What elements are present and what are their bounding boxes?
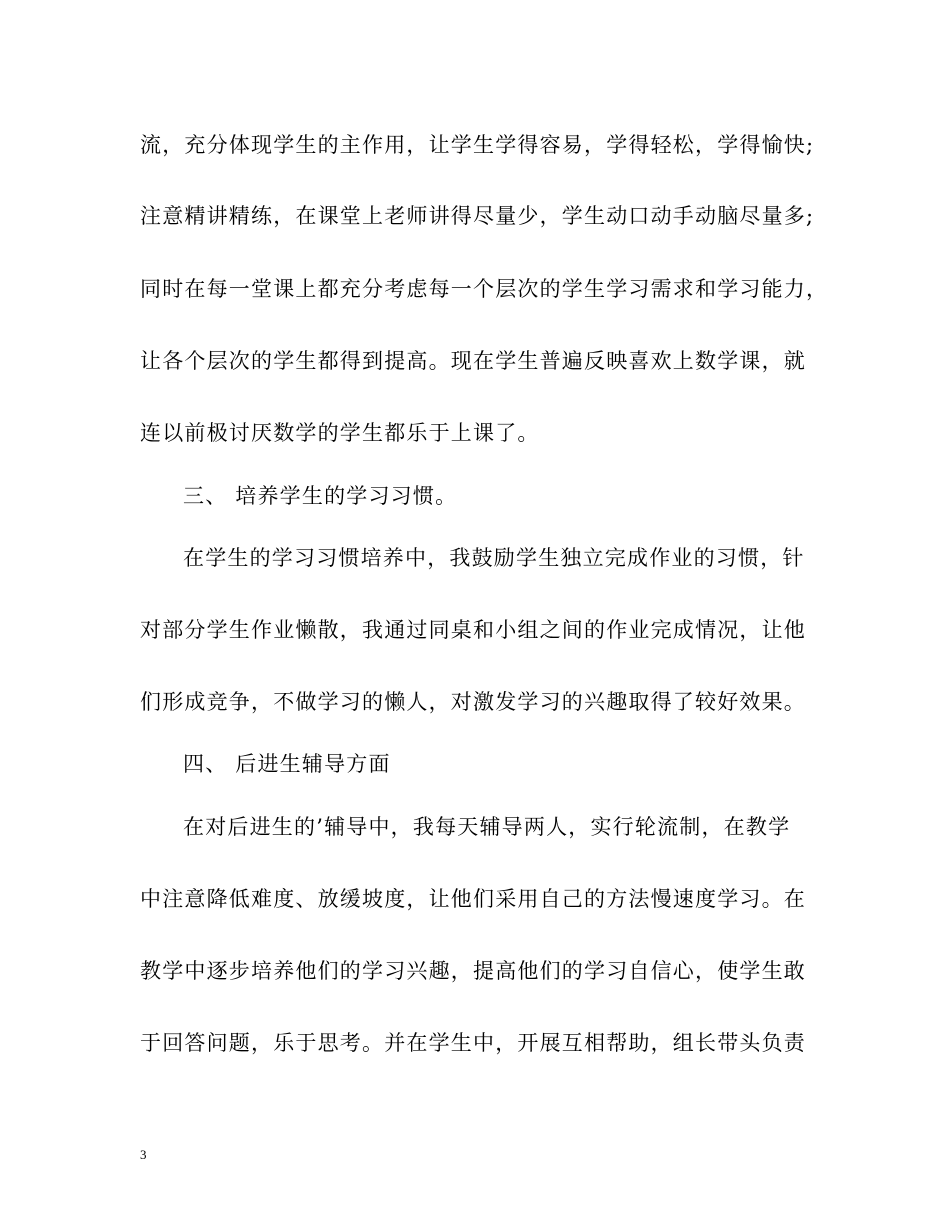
- text-line: 对部分学生作业懒散，我通过同桌和小组之间的作业完成情况，让他: [140, 618, 806, 642]
- section-heading: 四、 后进生辅导方面: [183, 752, 391, 776]
- text-line: 于回答问题，乐于思考。并在学生中，开展互相帮助，组长带头负责: [140, 1031, 806, 1055]
- text-line: 在学生的学习习惯培养中，我鼓励学生独立完成作业的习惯，针: [183, 546, 805, 570]
- text-line: 让各个层次的学生都得到提高。现在学生普遍反映喜欢上数学课，就: [140, 349, 806, 373]
- text-line: 连以前极讨厌数学的学生都乐于上课了。: [140, 421, 540, 445]
- text-line: 注意精讲精练，在课堂上老师讲得尽量少，学生动口动手动脑尽量多;: [140, 204, 815, 228]
- text-line: 中注意降低难度、放缓坡度，让他们采用自己的方法慢速度学习。在: [140, 887, 806, 911]
- section-heading: 三、 培养学生的学习习惯。: [183, 484, 458, 508]
- text-line: 同时在每一堂课上都充分考虑每一个层次的学生学习需求和学习能力，: [140, 277, 829, 301]
- page-number: 3: [140, 1147, 147, 1162]
- text-line: 流，充分体现学生的主作用，让学生学得容易，学得轻松，学得愉快;: [140, 133, 815, 157]
- text-line: 教学中逐步培养他们的学习兴趣，提高他们的学习自信心，使学生敢: [140, 959, 806, 983]
- text-line: 们形成竞争，不做学习的懒人，对激发学习的兴趣取得了较好效果。: [140, 690, 806, 714]
- text-line: 在对后进生的’辅导中，我每天辅导两人，实行轮流制，在教学: [183, 815, 791, 839]
